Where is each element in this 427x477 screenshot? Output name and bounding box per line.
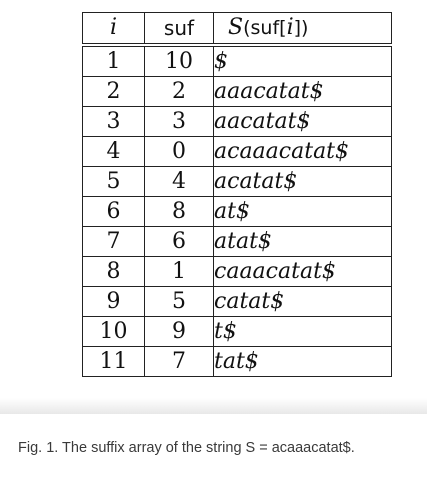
row-suffix-string: catat$ [214, 287, 392, 317]
row-index: 1 [83, 45, 145, 77]
row-suffix-string: at$ [214, 197, 392, 227]
row-suffix-position: 6 [145, 227, 214, 257]
row-index: 5 [83, 167, 145, 197]
row-suffix-position: 5 [145, 287, 214, 317]
header-s-paren-close: ) [301, 17, 309, 39]
header-s-bracket-close: ] [293, 17, 302, 39]
row-suffix-string: acatat$ [214, 167, 392, 197]
row-suffix-position: 4 [145, 167, 214, 197]
header-i: i [83, 13, 145, 46]
row-suffix-position: 7 [145, 347, 214, 377]
suffix-array-table [82, 12, 392, 377]
header-s-paren-open: ( [243, 17, 251, 39]
table-row [83, 77, 392, 107]
figure-caption: Fig. 1. The suffix array of the string S = acaaacatat$. [18, 440, 355, 456]
table-header-row [83, 13, 392, 46]
table-row [83, 227, 392, 257]
table-row [83, 197, 392, 227]
row-suffix-string: aaacatat$ [214, 77, 392, 107]
row-suffix-string: t$ [214, 317, 392, 347]
figure-divider [0, 398, 427, 414]
row-suffix-position: 9 [145, 317, 214, 347]
row-index: 2 [83, 77, 145, 107]
row-index: 11 [83, 347, 145, 377]
row-suffix-position: 3 [145, 107, 214, 137]
table-row [83, 317, 392, 347]
row-suffix-position: 8 [145, 197, 214, 227]
row-suffix-position: 10 [145, 45, 214, 77]
row-suffix-position: 1 [145, 257, 214, 287]
row-suffix-string: aacatat$ [214, 107, 392, 137]
table-row [83, 45, 392, 77]
table-row [83, 107, 392, 137]
header-s-symbol: S [228, 15, 244, 40]
header-suf: suf [145, 13, 214, 46]
header-s-index: i [286, 15, 294, 40]
header-suffix-string [214, 13, 392, 46]
row-suffix-string: atat$ [214, 227, 392, 257]
row-suffix-string: acaaacatat$ [214, 137, 392, 167]
row-index: 9 [83, 287, 145, 317]
table-row [83, 137, 392, 167]
row-suffix-string: caaacatat$ [214, 257, 392, 287]
table-row [83, 167, 392, 197]
row-suffix-position: 2 [145, 77, 214, 107]
header-s-bracket-open: [ [279, 17, 287, 39]
table-row [83, 347, 392, 377]
row-index: 8 [83, 257, 145, 287]
header-s-suf: suf [250, 17, 280, 39]
row-index: 6 [83, 197, 145, 227]
table-row [83, 287, 392, 317]
row-index: 3 [83, 107, 145, 137]
row-index: 4 [83, 137, 145, 167]
table-row [83, 257, 392, 287]
caption-area [0, 414, 427, 477]
row-suffix-string: tat$ [214, 347, 392, 377]
row-index: 7 [83, 227, 145, 257]
row-suffix-position: 0 [145, 137, 214, 167]
row-index: 10 [83, 317, 145, 347]
row-suffix-string: $ [214, 45, 392, 77]
